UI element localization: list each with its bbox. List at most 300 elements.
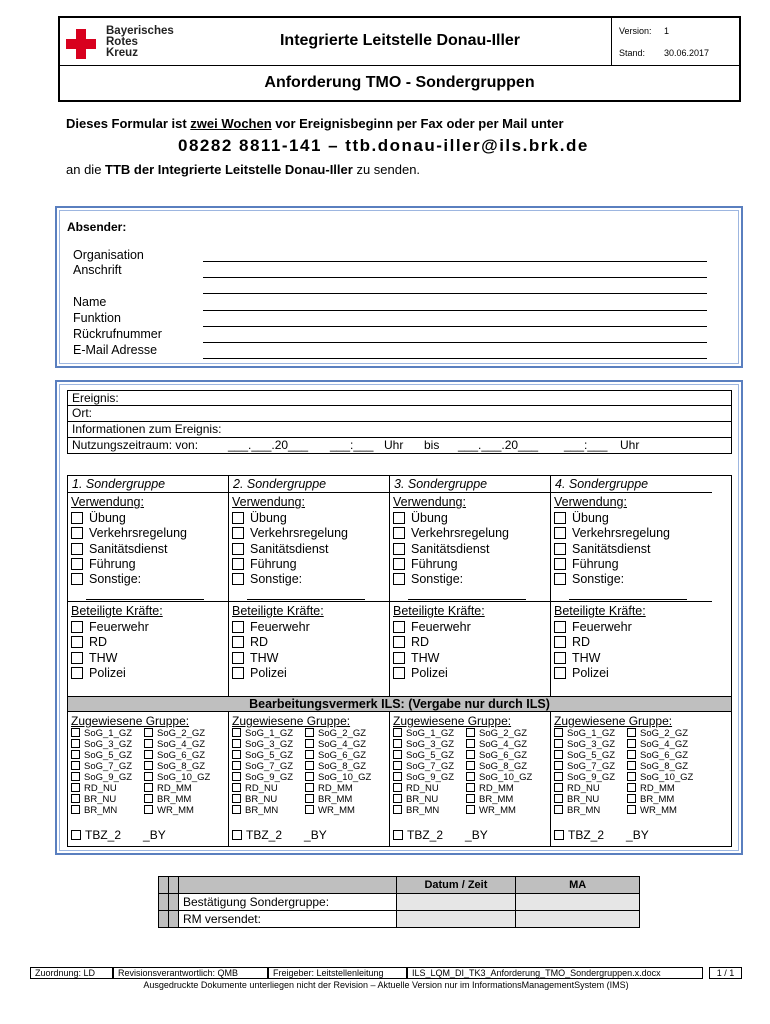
checkbox[interactable] <box>232 527 244 539</box>
cell-ma-bestaetigung[interactable] <box>516 894 640 911</box>
checkbox[interactable] <box>627 761 636 770</box>
verwendung-option[interactable] <box>393 572 463 586</box>
option-label: RD <box>411 635 430 650</box>
option-label: SoG_9_GZ <box>245 772 294 783</box>
verwendung-label: Verwendung: <box>232 495 305 509</box>
gruppe-option[interactable] <box>232 761 293 772</box>
gruppe-option[interactable] <box>71 761 132 772</box>
checkbox[interactable] <box>305 761 314 770</box>
logo-line: Kreuz <box>106 47 138 59</box>
tbz-option[interactable] <box>554 828 649 842</box>
cell-ma-rm[interactable] <box>516 911 640 928</box>
option-label: SoG_5_GZ <box>84 750 133 761</box>
kraefte-option[interactable] <box>232 635 268 649</box>
verwendung-option[interactable] <box>71 542 168 556</box>
checkbox[interactable] <box>554 573 566 585</box>
verwendung-option[interactable] <box>71 572 141 586</box>
divider <box>229 601 389 602</box>
checkbox[interactable] <box>71 761 80 770</box>
checkbox[interactable] <box>232 621 244 633</box>
uhr-label: Uhr <box>620 438 640 452</box>
kraefte-option[interactable] <box>232 620 310 634</box>
option-label: Führung <box>250 556 297 571</box>
kraefte-option[interactable] <box>554 666 609 680</box>
option-label: SoG_10_GZ <box>640 772 694 783</box>
cell-datum-bestaetigung[interactable] <box>396 894 516 911</box>
checkbox[interactable] <box>144 750 153 759</box>
sonstige-input-line[interactable] <box>408 599 526 600</box>
checkbox[interactable] <box>554 794 563 803</box>
gruppe-option[interactable] <box>71 728 132 739</box>
option-label: SoG_3_GZ <box>567 739 616 750</box>
gruppe-option[interactable] <box>627 783 675 794</box>
checkbox[interactable] <box>554 558 566 570</box>
checkbox[interactable] <box>466 728 475 737</box>
input-line-name[interactable] <box>203 310 707 311</box>
option-label: SoG_2_GZ <box>318 728 367 739</box>
checkbox[interactable] <box>144 794 153 803</box>
option-label: SoG_3_GZ <box>406 739 455 750</box>
option-label: SoG_7_GZ <box>245 761 294 772</box>
option-label: Verkehrsregelung <box>411 526 509 541</box>
gruppe-option[interactable] <box>232 783 278 794</box>
checkbox[interactable] <box>71 772 80 781</box>
checkbox[interactable] <box>466 761 475 770</box>
checkbox[interactable] <box>71 621 83 633</box>
gruppe-option[interactable] <box>144 761 205 772</box>
option-label: BR_NU <box>245 794 278 805</box>
checkbox[interactable] <box>393 794 402 803</box>
checkbox[interactable] <box>627 772 636 781</box>
input-line-anschrift-2[interactable] <box>203 293 707 294</box>
gruppe-option[interactable] <box>232 739 293 750</box>
gruppe-option[interactable] <box>305 794 352 805</box>
red-cross-icon <box>66 29 96 59</box>
verwendung-label: Verwendung: <box>71 495 144 509</box>
divider <box>551 601 712 602</box>
sondergruppe-column <box>229 476 390 696</box>
gruppe-option[interactable] <box>305 783 353 794</box>
option-label: Polizei <box>89 665 126 680</box>
gruppe-option[interactable] <box>144 728 205 739</box>
footer-freigeber: Freigeber: Leitstellenleitung <box>268 967 407 979</box>
checkbox[interactable] <box>554 830 564 840</box>
verwendung-option[interactable] <box>232 511 287 525</box>
gruppe-option[interactable] <box>232 728 293 739</box>
checkbox[interactable] <box>393 558 405 570</box>
checkbox[interactable] <box>232 573 244 585</box>
gruppe-option[interactable] <box>305 728 366 739</box>
checkbox[interactable] <box>466 794 475 803</box>
gruppe-option[interactable] <box>627 772 693 783</box>
date-to[interactable]: ___.___.20___ <box>458 438 539 452</box>
option-label: BR_NU <box>84 794 117 805</box>
time-to[interactable]: ___:___ <box>564 438 608 452</box>
option-label: BR_MM <box>479 794 514 805</box>
checkbox[interactable] <box>393 543 405 555</box>
gruppe-option[interactable] <box>393 750 454 761</box>
checkbox[interactable] <box>144 772 153 781</box>
checkbox[interactable] <box>71 543 83 555</box>
checkbox[interactable] <box>232 761 241 770</box>
zugewiesen-label: Zugewiesene Gruppe: <box>71 714 190 728</box>
checkbox[interactable] <box>71 527 83 539</box>
checkbox[interactable] <box>554 621 566 633</box>
checkbox[interactable] <box>71 805 80 814</box>
checkbox[interactable] <box>393 667 405 679</box>
checkbox[interactable] <box>554 772 563 781</box>
checkbox[interactable] <box>144 805 153 814</box>
gruppe-option[interactable] <box>393 794 438 805</box>
checkbox[interactable] <box>232 728 241 737</box>
checkbox[interactable] <box>554 652 566 664</box>
gruppe-option[interactable] <box>466 783 514 794</box>
gruppe-option[interactable] <box>144 794 191 805</box>
info-field[interactable]: Informationen zum Ereignis: <box>67 422 732 438</box>
checkbox[interactable] <box>305 783 314 792</box>
checkbox[interactable] <box>71 636 83 648</box>
checkbox[interactable] <box>554 805 563 814</box>
kraefte-option[interactable] <box>393 635 429 649</box>
gruppe-option[interactable] <box>144 783 192 794</box>
option-label: RD_MM <box>479 783 514 794</box>
checkbox[interactable] <box>554 667 566 679</box>
gruppe-option[interactable] <box>466 772 532 783</box>
gruppe-option[interactable] <box>627 805 677 816</box>
option-label: BR_NU <box>567 794 600 805</box>
gruppe-option[interactable] <box>466 750 527 761</box>
nutzungszeitraum-field[interactable] <box>67 438 732 454</box>
checkbox[interactable] <box>71 794 80 803</box>
gruppe-option[interactable] <box>393 783 439 794</box>
verwendung-option[interactable] <box>71 557 136 571</box>
option-label: BR_MM <box>318 794 353 805</box>
gruppe-option[interactable] <box>554 750 615 761</box>
gruppe-option[interactable] <box>466 728 527 739</box>
gruppe-option[interactable] <box>554 761 615 772</box>
option-label: WR_MM <box>157 805 194 816</box>
cell-datum-rm[interactable] <box>396 911 516 928</box>
sondergruppe-title: 4. Sondergruppe <box>551 476 712 493</box>
gruppe-option[interactable] <box>466 739 527 750</box>
checkbox[interactable] <box>144 739 153 748</box>
divider <box>68 601 228 602</box>
gruppe-option[interactable] <box>393 728 454 739</box>
checkbox[interactable] <box>144 783 153 792</box>
verwendung-option[interactable] <box>232 572 302 586</box>
field-label-funktion: Funktion <box>73 311 121 325</box>
input-line-rueckrufnummer[interactable] <box>203 342 707 343</box>
gruppe-option[interactable] <box>71 739 132 750</box>
checkbox[interactable] <box>232 543 244 555</box>
gruppe-option[interactable] <box>232 794 277 805</box>
verwendung-option[interactable] <box>393 511 448 525</box>
kraefte-option[interactable] <box>71 620 149 634</box>
kraefte-option[interactable] <box>393 666 448 680</box>
zugewiesen-column <box>229 712 390 846</box>
checkbox[interactable] <box>305 805 314 814</box>
checkbox[interactable] <box>466 805 475 814</box>
checkbox[interactable] <box>71 652 83 664</box>
tbz-option[interactable] <box>71 828 166 842</box>
kraefte-option[interactable] <box>554 651 600 665</box>
input-line-email[interactable] <box>203 358 707 359</box>
gruppe-option[interactable] <box>71 783 117 794</box>
checkbox[interactable] <box>232 558 244 570</box>
checkbox[interactable] <box>554 783 563 792</box>
gruppe-option[interactable] <box>305 761 366 772</box>
gruppe-option[interactable] <box>71 805 117 816</box>
gruppe-option[interactable] <box>466 761 527 772</box>
footer-page: 1 / 1 <box>709 967 742 979</box>
option-label: Sonstige: <box>572 572 625 587</box>
checkbox[interactable] <box>71 573 83 585</box>
gruppe-option[interactable] <box>393 739 454 750</box>
checkbox[interactable] <box>466 750 475 759</box>
verwendung-option[interactable] <box>232 557 297 571</box>
verwendung-option[interactable] <box>554 542 651 556</box>
checkbox[interactable] <box>554 739 563 748</box>
checkbox[interactable] <box>393 772 402 781</box>
verwendung-option[interactable] <box>71 526 187 540</box>
checkbox[interactable] <box>554 543 566 555</box>
gruppe-option[interactable] <box>232 772 293 783</box>
logo-line: Rotes <box>106 36 138 48</box>
option-label: Sanitätsdienst <box>250 541 329 556</box>
divider <box>390 601 550 602</box>
option-label: RD_NU <box>245 783 278 794</box>
checkbox[interactable] <box>232 512 244 524</box>
option-label: SoG_6_GZ <box>318 750 367 761</box>
checkbox[interactable] <box>71 783 80 792</box>
checkbox[interactable] <box>305 772 314 781</box>
checkbox[interactable] <box>71 728 80 737</box>
option-label: WR_MM <box>318 805 355 816</box>
gruppe-option[interactable] <box>144 772 210 783</box>
kraefte-option[interactable] <box>232 666 287 680</box>
checkbox[interactable] <box>71 512 83 524</box>
time-from[interactable]: ___:___ <box>330 438 374 452</box>
kraefte-option[interactable] <box>393 651 439 665</box>
checkbox[interactable] <box>554 636 566 648</box>
checkbox[interactable] <box>232 667 244 679</box>
gruppe-option[interactable] <box>627 739 688 750</box>
verwendung-option[interactable] <box>393 557 458 571</box>
gruppe-option[interactable] <box>144 805 194 816</box>
checkbox[interactable] <box>393 621 405 633</box>
tbz-option[interactable] <box>232 828 327 842</box>
kraefte-option[interactable] <box>71 635 107 649</box>
gruppe-option[interactable] <box>627 728 688 739</box>
gruppe-option[interactable] <box>554 783 600 794</box>
checkbox[interactable] <box>466 739 475 748</box>
gruppe-option[interactable] <box>466 805 516 816</box>
brk-logo <box>66 24 186 62</box>
footer-revision: Revisionsverantwortlich: QMB <box>113 967 268 979</box>
gruppe-option[interactable] <box>393 805 439 816</box>
gruppe-option[interactable] <box>71 794 116 805</box>
gruppe-option[interactable] <box>71 772 132 783</box>
gruppe-option[interactable] <box>232 750 293 761</box>
gruppe-option[interactable] <box>627 750 688 761</box>
verwendung-option[interactable] <box>232 526 348 540</box>
kraefte-option[interactable] <box>554 635 590 649</box>
checkbox[interactable] <box>232 739 241 748</box>
checkbox[interactable] <box>393 636 405 648</box>
checkbox[interactable] <box>393 805 402 814</box>
checkbox[interactable] <box>393 527 405 539</box>
gruppe-option[interactable] <box>554 794 599 805</box>
verwendung-option[interactable] <box>554 511 609 525</box>
checkbox[interactable] <box>232 830 242 840</box>
gruppe-option[interactable] <box>393 772 454 783</box>
verwendung-option[interactable] <box>71 511 126 525</box>
checkbox[interactable] <box>232 783 241 792</box>
checkbox[interactable] <box>554 728 563 737</box>
checkbox[interactable] <box>627 739 636 748</box>
option-label: SoG_4_GZ <box>157 739 206 750</box>
option-label: SoG_6_GZ <box>640 750 689 761</box>
gruppe-option[interactable] <box>305 772 371 783</box>
checkbox[interactable] <box>627 794 636 803</box>
by-label: _BY <box>143 828 166 842</box>
gruppe-option[interactable] <box>393 761 454 772</box>
tbz-option[interactable] <box>393 828 488 842</box>
sondergruppen-grid <box>67 475 732 847</box>
checkbox[interactable] <box>393 728 402 737</box>
checkbox[interactable] <box>305 794 314 803</box>
verwendung-option[interactable] <box>393 542 490 556</box>
verwendung-option[interactable] <box>554 557 619 571</box>
checkbox[interactable] <box>232 794 241 803</box>
option-label: Feuerwehr <box>411 620 471 634</box>
option-label: SoG_6_GZ <box>479 750 528 761</box>
gruppe-option[interactable] <box>305 805 355 816</box>
tbz-label: TBZ_2 <box>246 828 283 842</box>
checkbox[interactable] <box>466 783 475 792</box>
checkbox[interactable] <box>232 772 241 781</box>
gruppe-option[interactable] <box>144 750 205 761</box>
checkbox[interactable] <box>554 761 563 770</box>
zugewiesen-column <box>68 712 229 846</box>
checkbox[interactable] <box>554 527 566 539</box>
kraefte-option[interactable] <box>71 666 126 680</box>
option-label: SoG_7_GZ <box>406 761 455 772</box>
ort-field[interactable]: Ort: <box>67 406 732 422</box>
option-label: Übung <box>89 511 126 525</box>
verwendung-option[interactable] <box>393 526 509 540</box>
checkbox[interactable] <box>71 750 80 759</box>
checkbox[interactable] <box>393 783 402 792</box>
option-label: WR_MM <box>479 805 516 816</box>
checkbox[interactable] <box>305 739 314 748</box>
checkbox[interactable] <box>627 750 636 759</box>
checkbox[interactable] <box>144 728 153 737</box>
option-label: RD_MM <box>318 783 353 794</box>
checkbox[interactable] <box>144 761 153 770</box>
sonstige-input-line[interactable] <box>569 599 687 600</box>
kraefte-option[interactable] <box>554 620 632 634</box>
option-label: THW <box>250 650 279 665</box>
zugewiesen-label: Zugewiesene Gruppe: <box>393 714 512 728</box>
gruppe-option[interactable] <box>627 794 674 805</box>
gruppe-option[interactable] <box>305 750 366 761</box>
gruppe-option[interactable] <box>554 805 600 816</box>
gruppe-option[interactable] <box>305 739 366 750</box>
checkbox[interactable] <box>305 728 314 737</box>
sonstige-input-line[interactable] <box>86 599 204 600</box>
option-label: BR_MM <box>640 794 675 805</box>
input-line-organisation[interactable] <box>203 261 707 262</box>
input-line-anschrift[interactable] <box>203 277 707 278</box>
ereignis-field[interactable]: Ereignis: <box>67 390 732 406</box>
checkbox[interactable] <box>305 750 314 759</box>
option-label: SoG_4_GZ <box>479 739 528 750</box>
tbz-label: TBZ_2 <box>407 828 444 842</box>
checkbox[interactable] <box>466 772 475 781</box>
option-label: SoG_6_GZ <box>157 750 206 761</box>
field-label-anschrift: Anschrift <box>73 263 122 277</box>
kraefte-option[interactable] <box>232 651 278 665</box>
gruppe-option[interactable] <box>232 805 278 816</box>
sonstige-input-line[interactable] <box>247 599 365 600</box>
checkbox[interactable] <box>393 652 405 664</box>
option-label: SoG_2_GZ <box>640 728 689 739</box>
checkbox[interactable] <box>71 558 83 570</box>
gruppe-option[interactable] <box>71 750 132 761</box>
checkbox[interactable] <box>71 739 80 748</box>
checkbox[interactable] <box>393 761 402 770</box>
option-label: THW <box>572 650 601 665</box>
checkbox[interactable] <box>232 805 241 814</box>
checkbox[interactable] <box>627 728 636 737</box>
kraefte-option[interactable] <box>71 651 117 665</box>
checkbox[interactable] <box>627 783 636 792</box>
gruppe-option[interactable] <box>554 728 615 739</box>
verwendung-label: Verwendung: <box>393 495 466 509</box>
checkbox[interactable] <box>627 805 636 814</box>
gruppe-option[interactable] <box>554 772 615 783</box>
checkbox[interactable] <box>71 667 83 679</box>
checkbox[interactable] <box>393 750 402 759</box>
row-label-rm-versendet: RM versendet: <box>178 911 396 928</box>
verwendung-option[interactable] <box>554 526 670 540</box>
confirmation-table <box>158 876 640 928</box>
checkbox[interactable] <box>393 739 402 748</box>
checkbox[interactable] <box>232 636 244 648</box>
checkbox[interactable] <box>393 512 405 524</box>
table-row <box>159 911 640 928</box>
input-line-funktion[interactable] <box>203 326 707 327</box>
checkbox[interactable] <box>393 573 405 585</box>
gruppe-option[interactable] <box>554 739 615 750</box>
checkbox[interactable] <box>232 750 241 759</box>
checkbox[interactable] <box>393 830 403 840</box>
checkbox[interactable] <box>554 512 566 524</box>
kraefte-option[interactable] <box>393 620 471 634</box>
option-label: SoG_1_GZ <box>245 728 294 739</box>
gruppe-option[interactable] <box>466 794 513 805</box>
checkbox[interactable] <box>232 652 244 664</box>
field-label-name: Name <box>73 295 107 309</box>
verwendung-option[interactable] <box>232 542 329 556</box>
date-from[interactable]: ___.___.20___ <box>228 438 309 452</box>
gruppe-option[interactable] <box>144 739 205 750</box>
gruppe-option[interactable] <box>627 761 688 772</box>
checkbox[interactable] <box>554 750 563 759</box>
checkbox[interactable] <box>71 830 81 840</box>
verwendung-option[interactable] <box>554 572 624 586</box>
